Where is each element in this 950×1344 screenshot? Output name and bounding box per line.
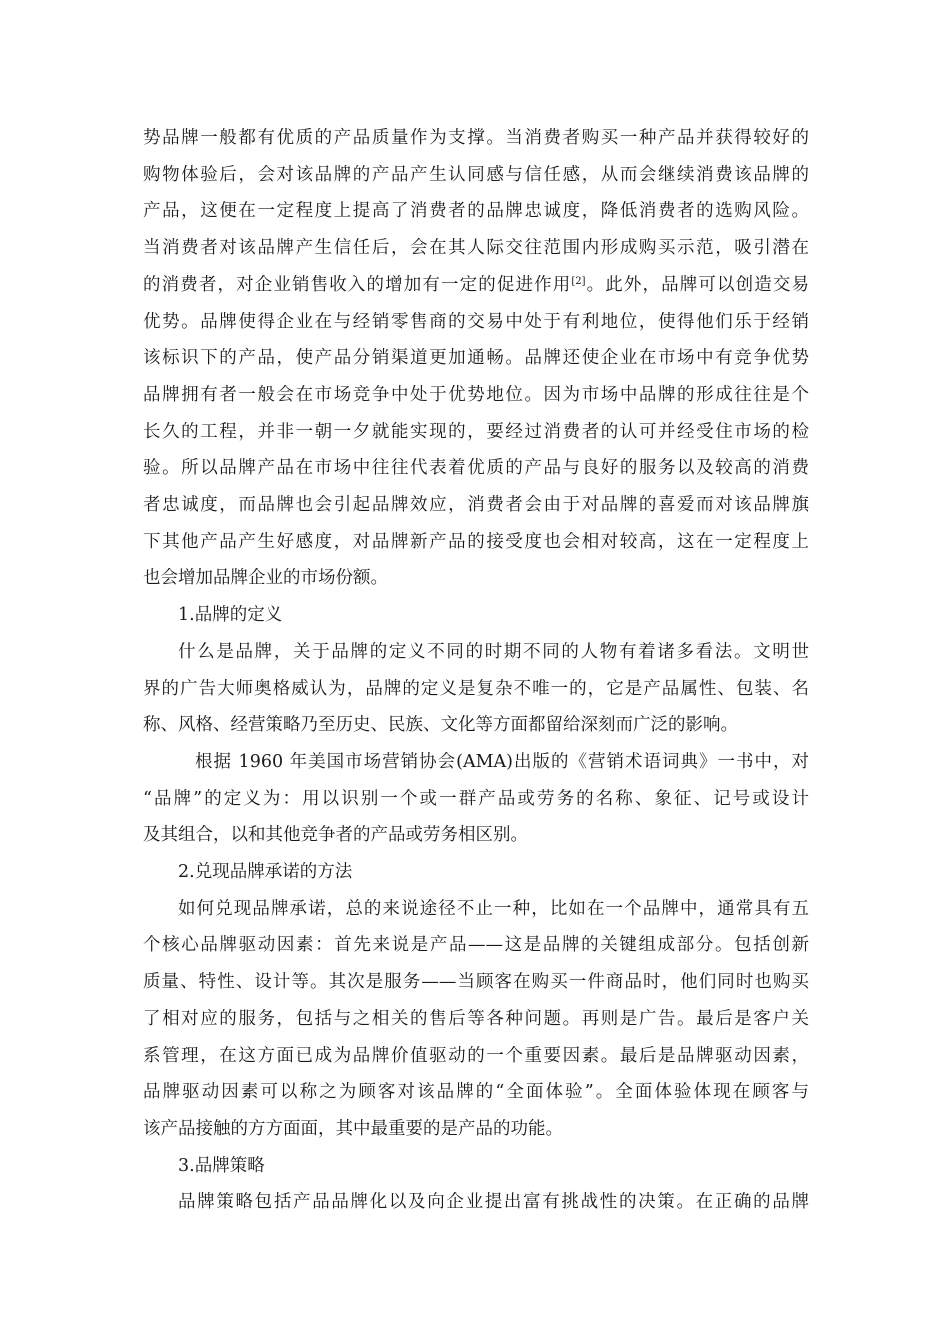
line-text: 优势。品牌使得企业在与经销零售商的交易中处于有利地位，使得他们乐于经销	[143, 311, 809, 332]
text-line	[143, 560, 388, 596]
text-line	[143, 707, 738, 743]
text-line	[143, 781, 809, 817]
text-line	[195, 744, 809, 780]
text-line	[143, 671, 809, 707]
line-text: 品牌策略包括产品品牌化以及向企业提出富有挑战性的决策。在正确的品牌	[178, 1192, 809, 1213]
text-line	[143, 267, 809, 303]
line-text: 验。所以品牌产品在市场中往往代表着优质的产品与良好的服务以及较高的消费	[143, 458, 809, 479]
line-text: 及其组合，以和其他竞争者的产品或劳务相区别。	[143, 825, 528, 846]
line-text: 下其他产品产生好感度，对品牌新产品的接受度也会相对较高，这在一定程度上	[143, 531, 809, 552]
text-line	[143, 1001, 809, 1037]
line-text: 该标识下的产品，使产品分销渠道更加通畅。品牌还使企业在市场中有竞争优势	[143, 348, 809, 369]
text-line	[178, 1184, 809, 1220]
text-line	[143, 120, 809, 156]
text-line	[143, 524, 809, 560]
text-line	[143, 230, 809, 266]
line-text: 品牌驱动因素可以称之为顾客对该品牌的“全面体验”。全面体验体现在顾客与	[143, 1082, 809, 1103]
line-text: 也会增加品牌企业的市场份额。	[143, 568, 388, 589]
text-line	[143, 450, 809, 486]
line-text: 产品，这便在一定程度上提高了消费者的品牌忠诚度，降低消费者的选购风险。	[143, 201, 809, 222]
line-text: 什么是品牌，关于品牌的定义不同的时期不同的人物有着诸多看法。文明世	[178, 641, 809, 662]
text-line	[178, 854, 352, 890]
line-text: 长久的工程，并非一朝一夕就能实现的，要经过消费者的认可并经受住市场的检	[143, 421, 809, 442]
text-line	[143, 414, 809, 450]
text-line	[143, 487, 809, 523]
text-line	[178, 1148, 265, 1184]
line-text: 个核心品牌驱动因素：首先来说是产品——这是品牌的关键组成部分。包括创新	[143, 935, 809, 956]
line-text: 系管理，在这方面已成为品牌价值驱动的一个重要因素。最后是品牌驱动因素，	[143, 1045, 809, 1066]
text-line	[143, 304, 809, 340]
text-line	[143, 964, 809, 1000]
line-text-continued: 。此外，品牌可以创造交易	[585, 274, 809, 295]
line-text: “品牌”的定义为：用以识别一个或一群产品或劳务的名称、象征、记号或设计	[143, 788, 809, 809]
text-line	[143, 157, 809, 193]
line-text: 该产品接触的方方面面，其中最重要的是产品的功能。	[143, 1118, 563, 1139]
text-line	[143, 817, 528, 853]
line-text: 质量、特性、设计等。其次是服务——当顾客在购买一件商品时，他们同时也购买	[143, 972, 809, 993]
text-line	[143, 340, 809, 376]
line-text: 3.品牌策略	[178, 1155, 265, 1176]
text-line	[143, 1038, 809, 1074]
text-line	[143, 193, 809, 229]
text-line	[178, 634, 809, 670]
line-text: 如何兑现品牌承诺，总的来说途径不止一种，比如在一个品牌中，通常具有五	[178, 898, 809, 919]
line-text: 者忠诚度，而品牌也会引起品牌效应，消费者会由于对品牌的喜爱而对该品牌旗	[143, 495, 809, 515]
text-line	[143, 927, 809, 963]
line-text: 1.品牌的定义	[178, 605, 283, 626]
citation-superscript: [2]	[571, 275, 586, 287]
text-line	[178, 891, 809, 927]
line-text: 购物体验后，会对该品牌的产品产生认同感与信任感，从而会继续消费该品牌的	[143, 164, 809, 185]
line-text: 界的广告大师奥格威认为，品牌的定义是复杂不唯一的，它是产品属性、包装、名	[143, 678, 809, 699]
text-line	[178, 597, 282, 633]
line-text: 根据 1960 年美国市场营销协会(AMA)出版的《营销术语词典》一书中，对	[195, 751, 809, 772]
line-text: 了相对应的服务，包括与之相关的售后等各种问题。再则是广告。最后是客户关	[143, 1008, 809, 1029]
line-text: 的消费者，对企业销售收入的增加有一定的促进作用	[143, 274, 572, 295]
text-line	[143, 1074, 809, 1110]
line-text: 2.兑现品牌承诺的方法	[178, 862, 353, 882]
line-text: 称、风格、经营策略乃至历史、民族、文化等方面都留给深刻而广泛的影响。	[143, 715, 738, 736]
text-line	[143, 377, 809, 413]
line-text: 品牌拥有者一般会在市场竞争中处于优势地位。因为市场中品牌的形成往往是个	[143, 384, 809, 405]
line-text: 当消费者对该品牌产生信任后，会在其人际交往范围内形成购买示范，吸引潜在	[143, 238, 809, 259]
line-text: 势品牌一般都有优质的产品质量作为支撑。当消费者购买一种产品并获得较好的	[143, 128, 809, 148]
text-line	[143, 1111, 563, 1147]
